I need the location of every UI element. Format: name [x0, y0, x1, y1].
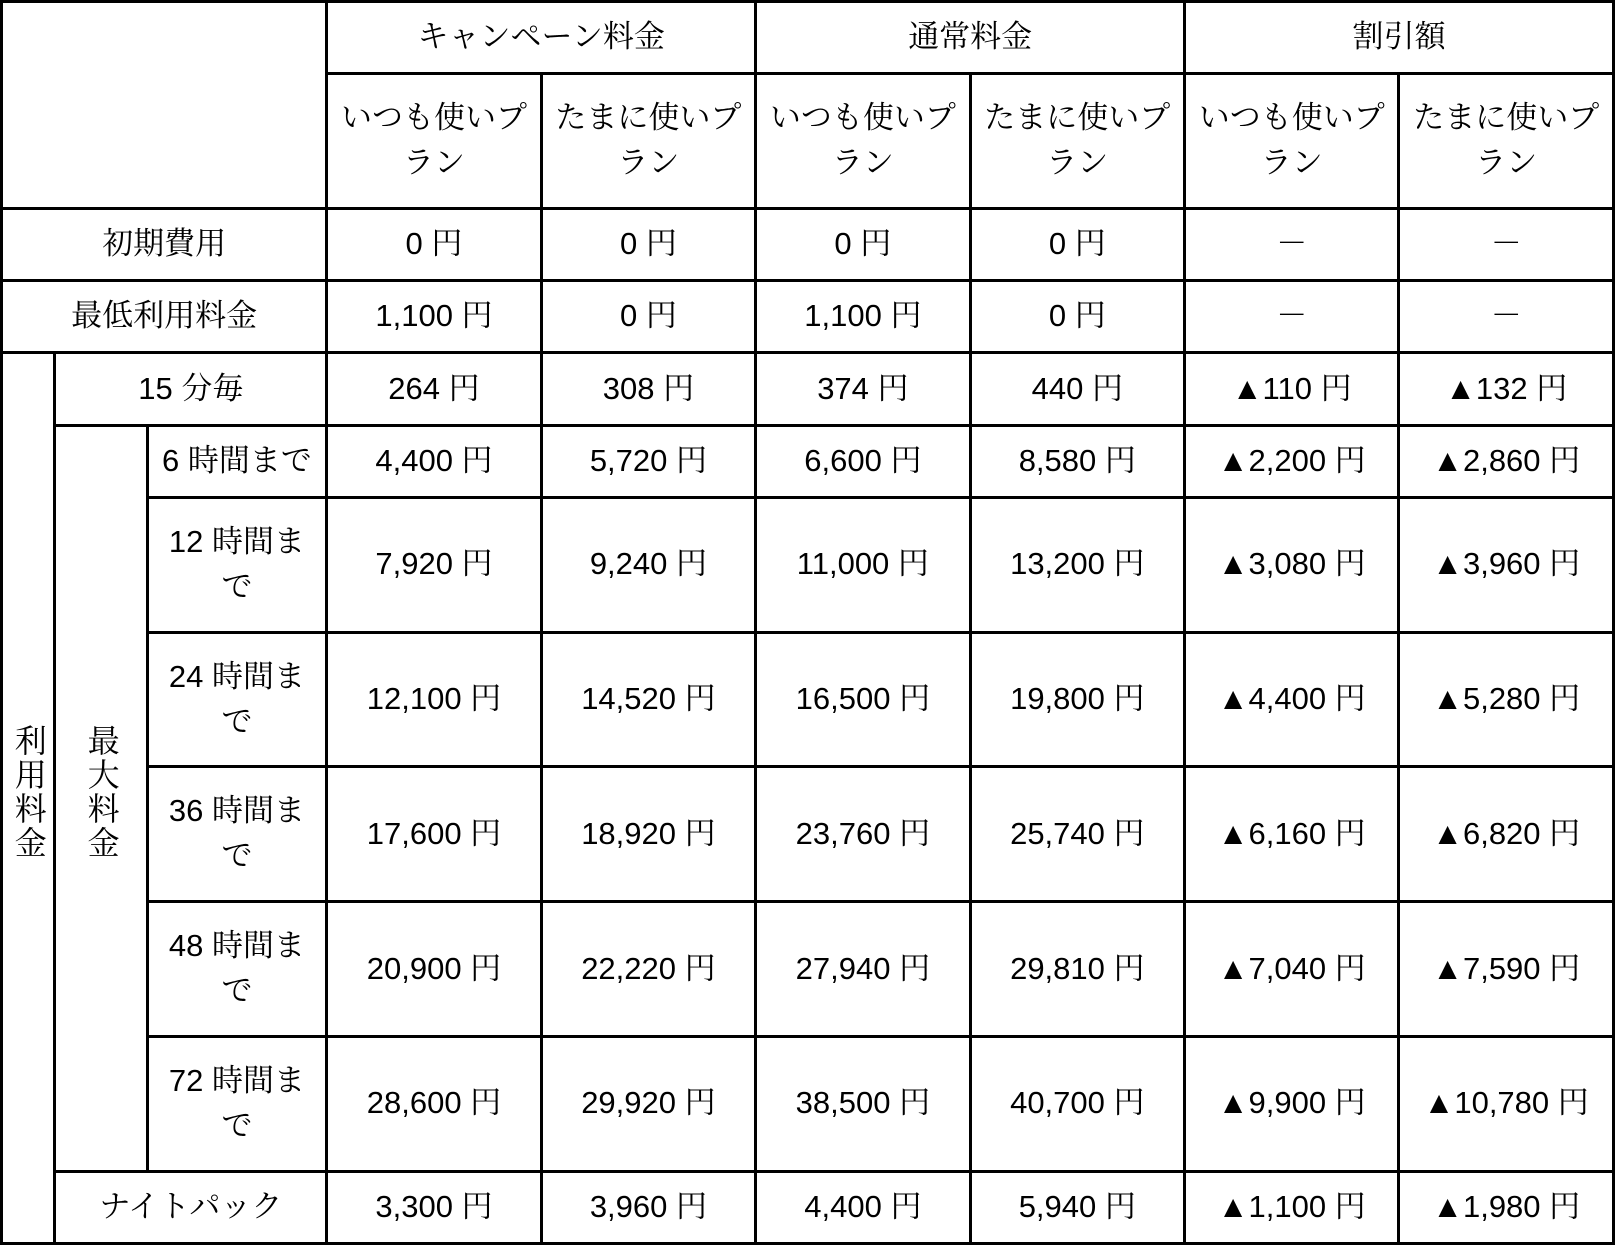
cell-15min-campaign-always: 264 円 [327, 353, 541, 425]
cell-minimum-discount-always: － [1185, 281, 1399, 353]
header-group-normal: 通常料金 [756, 2, 1185, 74]
cell-36h-normal-always: 23,760 円 [756, 767, 970, 902]
cell-48h-campaign-always: 20,900 円 [327, 902, 541, 1037]
cell-24h-campaign-occasional: 14,520 円 [541, 632, 755, 767]
cell-initial-normal-occasional: 0 円 [970, 208, 1184, 280]
cell-36h-campaign-always: 17,600 円 [327, 767, 541, 902]
row-label-initial-fee: 初期費用 [2, 208, 327, 280]
cell-initial-discount-occasional: － [1399, 208, 1614, 280]
cell-36h-discount-always: ▲6,160 円 [1185, 767, 1399, 902]
cell-initial-campaign-always: 0 円 [327, 208, 541, 280]
cell-48h-discount-always: ▲7,040 円 [1185, 902, 1399, 1037]
row-label-max-fee-text: 最大料金 [83, 723, 120, 860]
cell-24h-normal-always: 16,500 円 [756, 632, 970, 767]
row-label-upto-6h: 6 時間まで [147, 425, 327, 497]
cell-48h-normal-occasional: 29,810 円 [970, 902, 1184, 1037]
cell-minimum-discount-occasional: － [1399, 281, 1614, 353]
cell-72h-normal-always: 38,500 円 [756, 1036, 970, 1171]
table-row [2, 425, 1614, 497]
cell-36h-discount-occasional: ▲6,820 円 [1399, 767, 1614, 902]
cell-6h-discount-occasional: ▲2,860 円 [1399, 425, 1614, 497]
cell-night-campaign-always: 3,300 円 [327, 1171, 541, 1243]
cell-6h-normal-occasional: 8,580 円 [970, 425, 1184, 497]
cell-12h-normal-occasional: 13,200 円 [970, 497, 1184, 632]
table-row [2, 353, 1614, 425]
cell-night-campaign-occasional: 3,960 円 [541, 1171, 755, 1243]
cell-48h-campaign-occasional: 22,220 円 [541, 902, 755, 1037]
table-row [2, 497, 1614, 632]
table-row [2, 632, 1614, 767]
cell-6h-campaign-occasional: 5,720 円 [541, 425, 755, 497]
cell-12h-discount-occasional: ▲3,960 円 [1399, 497, 1614, 632]
cell-72h-campaign-occasional: 29,920 円 [541, 1036, 755, 1171]
table-row [2, 767, 1614, 902]
cell-minimum-campaign-occasional: 0 円 [541, 281, 755, 353]
cell-minimum-campaign-always: 1,100 円 [327, 281, 541, 353]
row-label-usage-fee-text: 利用料金 [10, 723, 47, 860]
cell-15min-campaign-occasional: 308 円 [541, 353, 755, 425]
cell-72h-campaign-always: 28,600 円 [327, 1036, 541, 1171]
cell-15min-discount-always: ▲110 円 [1185, 353, 1399, 425]
header-plan-normal-occasional: たまに使いプラン [970, 74, 1184, 209]
row-label-upto-24h: 24 時間まで [147, 632, 327, 767]
cell-night-discount-always: ▲1,100 円 [1185, 1171, 1399, 1243]
cell-night-normal-occasional: 5,940 円 [970, 1171, 1184, 1243]
cell-night-normal-always: 4,400 円 [756, 1171, 970, 1243]
row-label-upto-36h: 36 時間まで [147, 767, 327, 902]
header-plan-normal-always: いつも使いプラン [756, 74, 970, 209]
row-label-minimum-fee: 最低利用料金 [2, 281, 327, 353]
table-row [2, 281, 1614, 353]
cell-15min-normal-always: 374 円 [756, 353, 970, 425]
table-row [2, 1036, 1614, 1171]
cell-24h-campaign-always: 12,100 円 [327, 632, 541, 767]
cell-night-discount-occasional: ▲1,980 円 [1399, 1171, 1614, 1243]
cell-6h-discount-always: ▲2,200 円 [1185, 425, 1399, 497]
row-label-usage-fee [2, 353, 55, 1244]
header-plan-campaign-always: いつも使いプラン [327, 74, 541, 209]
row-label-max-fee [55, 425, 147, 1171]
cell-12h-campaign-always: 7,920 円 [327, 497, 541, 632]
row-label-upto-48h: 48 時間まで [147, 902, 327, 1037]
cell-48h-discount-occasional: ▲7,590 円 [1399, 902, 1614, 1037]
header-group-discount: 割引額 [1185, 2, 1614, 74]
table-header-groups [2, 2, 1614, 74]
cell-initial-discount-always: － [1185, 208, 1399, 280]
header-group-campaign: キャンペーン料金 [327, 2, 756, 74]
table-row [2, 902, 1614, 1037]
cell-initial-campaign-occasional: 0 円 [541, 208, 755, 280]
table-row [2, 208, 1614, 280]
header-plan-campaign-occasional: たまに使いプラン [541, 74, 755, 209]
cell-72h-discount-always: ▲9,900 円 [1185, 1036, 1399, 1171]
cell-48h-normal-always: 27,940 円 [756, 902, 970, 1037]
cell-6h-campaign-always: 4,400 円 [327, 425, 541, 497]
row-label-upto-12h: 12 時間まで [147, 497, 327, 632]
cell-15min-normal-occasional: 440 円 [970, 353, 1184, 425]
table-row [2, 1171, 1614, 1243]
cell-12h-discount-always: ▲3,080 円 [1185, 497, 1399, 632]
header-corner-blank [2, 2, 327, 209]
cell-72h-discount-occasional: ▲10,780 円 [1399, 1036, 1614, 1171]
header-plan-discount-occasional: たまに使いプラン [1399, 74, 1614, 209]
row-label-upto-72h: 72 時間まで [147, 1036, 327, 1171]
cell-12h-campaign-occasional: 9,240 円 [541, 497, 755, 632]
cell-minimum-normal-occasional: 0 円 [970, 281, 1184, 353]
row-label-night-pack: ナイトパック [55, 1171, 327, 1243]
cell-minimum-normal-always: 1,100 円 [756, 281, 970, 353]
cell-36h-normal-occasional: 25,740 円 [970, 767, 1184, 902]
cell-24h-discount-always: ▲4,400 円 [1185, 632, 1399, 767]
row-label-per-15min: 15 分毎 [55, 353, 327, 425]
cell-15min-discount-occasional: ▲132 円 [1399, 353, 1614, 425]
cell-24h-discount-occasional: ▲5,280 円 [1399, 632, 1614, 767]
cell-initial-normal-always: 0 円 [756, 208, 970, 280]
cell-72h-normal-occasional: 40,700 円 [970, 1036, 1184, 1171]
cell-36h-campaign-occasional: 18,920 円 [541, 767, 755, 902]
cell-6h-normal-always: 6,600 円 [756, 425, 970, 497]
header-plan-discount-always: いつも使いプラン [1185, 74, 1399, 209]
cell-24h-normal-occasional: 19,800 円 [970, 632, 1184, 767]
cell-12h-normal-always: 11,000 円 [756, 497, 970, 632]
